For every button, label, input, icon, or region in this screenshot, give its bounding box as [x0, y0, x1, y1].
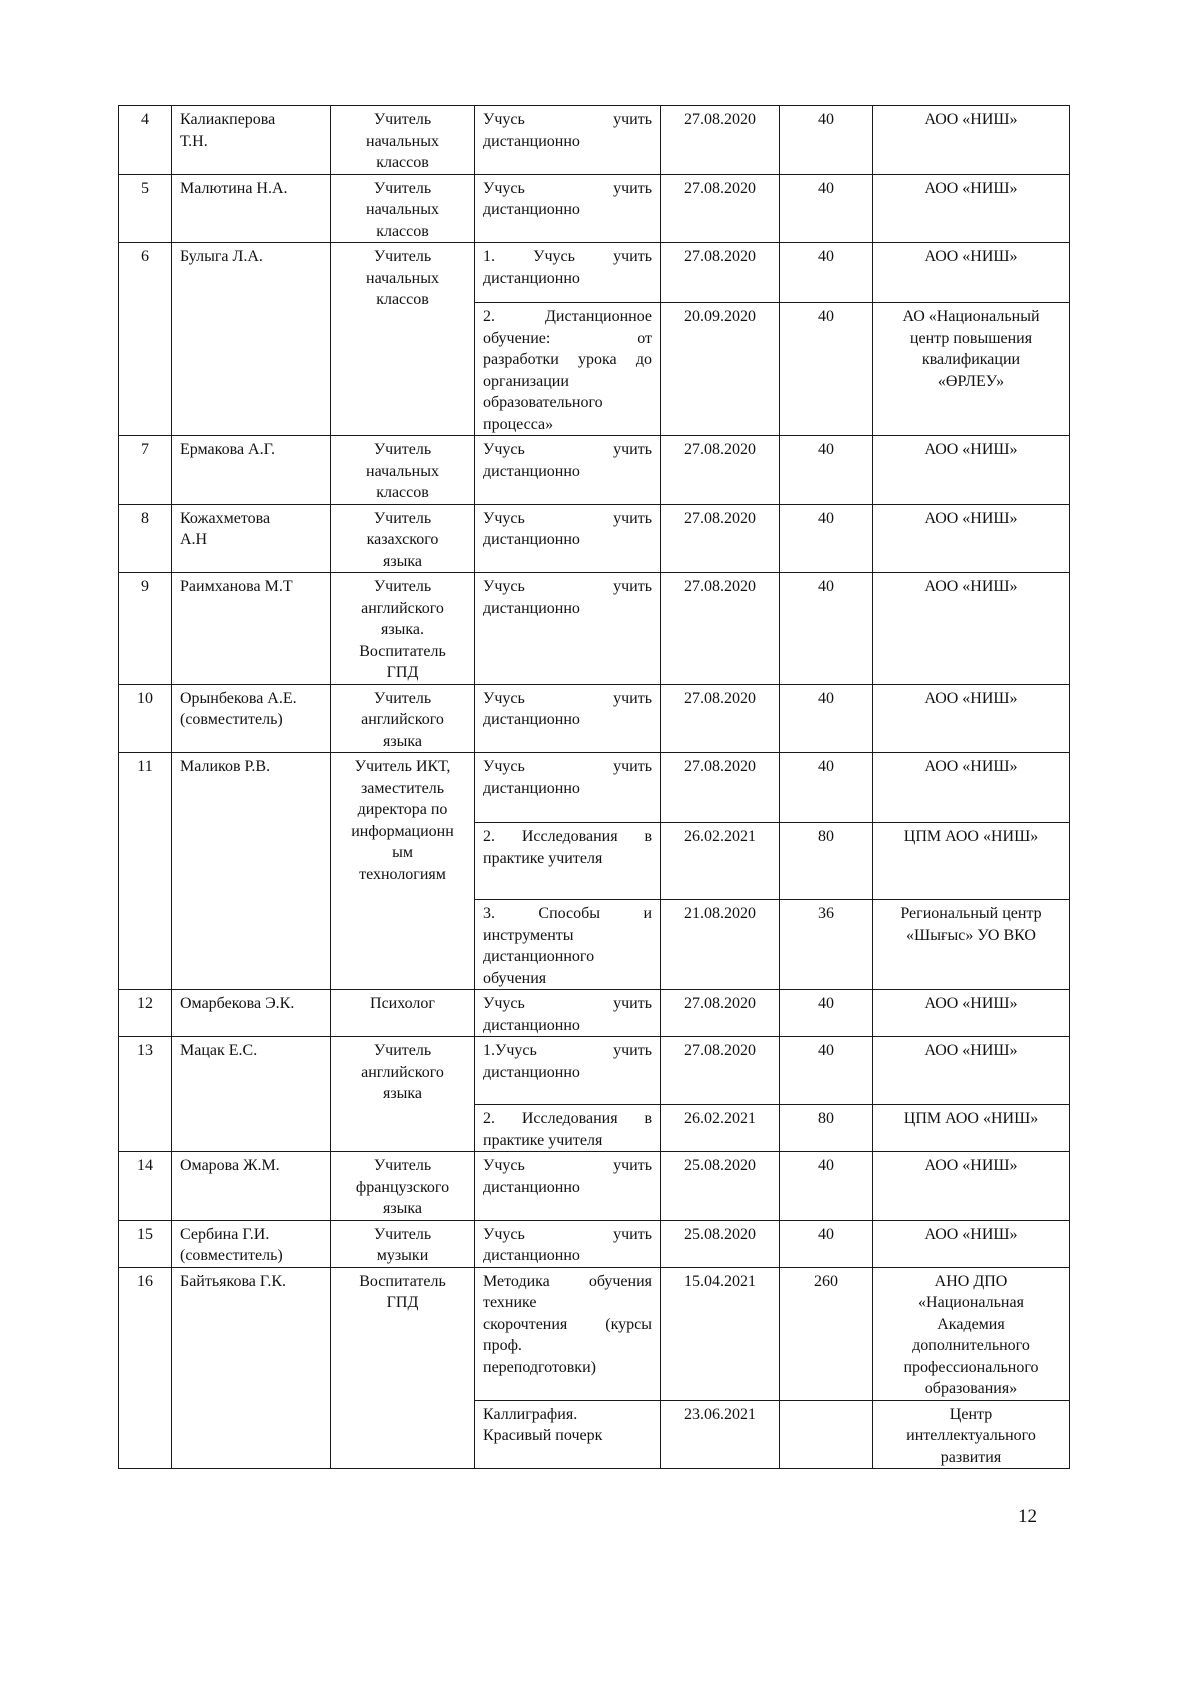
- teacher-position: Психолог: [331, 990, 475, 1037]
- course-hours: 40: [780, 1037, 873, 1105]
- table-row: [119, 1267, 1070, 1400]
- course-title: Учусь учить дистанционно: [475, 753, 661, 823]
- row-number: 15: [119, 1220, 172, 1267]
- page-number: 12: [1018, 1506, 1037, 1527]
- course-title: Учусь учить дистанционно: [475, 436, 661, 505]
- course-title: Учусь учить дистанционно: [475, 1152, 661, 1221]
- course-hours: 40: [780, 753, 873, 823]
- table-row: [119, 436, 1070, 505]
- teacher-name: Сербина Г.И. (совместитель): [172, 1220, 331, 1267]
- course-title: Каллиграфия. Красивый почерк: [475, 1400, 661, 1469]
- table-row: [119, 106, 1070, 175]
- row-number: 7: [119, 436, 172, 505]
- course-organization: АОО «НИШ»: [873, 684, 1070, 753]
- row-number: 13: [119, 1037, 172, 1152]
- course-date: 27.08.2020: [661, 573, 780, 685]
- course-date: 27.08.2020: [661, 990, 780, 1037]
- course-date: 27.08.2020: [661, 1037, 780, 1105]
- teacher-name: Раимханова М.Т: [172, 573, 331, 685]
- course-organization: АОО «НИШ»: [873, 174, 1070, 243]
- course-date: 27.08.2020: [661, 684, 780, 753]
- teacher-name: Калиакперова Т.Н.: [172, 106, 331, 175]
- course-organization: АОО «НИШ»: [873, 106, 1070, 175]
- row-number: 5: [119, 174, 172, 243]
- table-row: [119, 990, 1070, 1037]
- course-organization: Центр интеллектуального развития: [873, 1400, 1070, 1469]
- course-date: 27.08.2020: [661, 106, 780, 175]
- teacher-name: Омарбекова Э.К.: [172, 990, 331, 1037]
- course-organization: АОО «НИШ»: [873, 1220, 1070, 1267]
- course-title: Учусь учить дистанционно: [475, 1220, 661, 1267]
- course-hours: 40: [780, 106, 873, 175]
- table-row: [119, 243, 1070, 303]
- teacher-position: Учитель начальных классов: [331, 243, 475, 436]
- teacher-position: Учитель казахского языка: [331, 504, 475, 573]
- course-title: Учусь учить дистанционно: [475, 174, 661, 243]
- course-organization: АОО «НИШ»: [873, 243, 1070, 303]
- course-hours: 40: [780, 990, 873, 1037]
- teacher-position: Учитель ИКТ, заместитель директора по информационн ым технологиям: [331, 753, 475, 990]
- teacher-name: Мацак Е.С.: [172, 1037, 331, 1152]
- course-organization: АОО «НИШ»: [873, 1037, 1070, 1105]
- course-date: 25.08.2020: [661, 1152, 780, 1221]
- course-title: 3. Способы и инструменты дистанционного обучения: [475, 900, 661, 990]
- course-organization: АНО ДПО «Национальная Академия дополнительного профессионального образования»: [873, 1267, 1070, 1400]
- teacher-position: Воспитатель ГПД: [331, 1267, 475, 1469]
- course-organization: АОО «НИШ»: [873, 504, 1070, 573]
- course-hours: 40: [780, 303, 873, 436]
- course-hours: 40: [780, 436, 873, 505]
- course-date: 26.02.2021: [661, 823, 780, 900]
- course-organization: ЦПМ АОО «НИШ»: [873, 823, 1070, 900]
- course-title: Методика обучения технике скорочтения (курсы проф. переподготовки): [475, 1267, 661, 1400]
- row-number: 4: [119, 106, 172, 175]
- row-number: 16: [119, 1267, 172, 1469]
- course-date: 20.09.2020: [661, 303, 780, 436]
- course-organization: АОО «НИШ»: [873, 436, 1070, 505]
- row-number: 12: [119, 990, 172, 1037]
- course-date: 27.08.2020: [661, 753, 780, 823]
- course-title: 2. Дистанционное обучение: от разработки урока до организации образовательного процесса»: [475, 303, 661, 436]
- teacher-position: Учитель начальных классов: [331, 174, 475, 243]
- table-row: [119, 573, 1070, 685]
- row-number: 14: [119, 1152, 172, 1221]
- course-organization: Региональный центр «Шығыс» УО ВКО: [873, 900, 1070, 990]
- course-hours: 40: [780, 174, 873, 243]
- course-title: 2. Исследования в практике учителя: [475, 823, 661, 900]
- teacher-name: Малютина Н.А.: [172, 174, 331, 243]
- teacher-position: Учитель начальных классов: [331, 436, 475, 505]
- table-row: [119, 174, 1070, 243]
- course-hours: [780, 1400, 873, 1469]
- course-date: 21.08.2020: [661, 900, 780, 990]
- table-row: [119, 1037, 1070, 1105]
- teacher-name: Булыга Л.А.: [172, 243, 331, 436]
- course-title: Учусь учить дистанционно: [475, 573, 661, 685]
- course-hours: 36: [780, 900, 873, 990]
- teacher-position: Учитель английского языка: [331, 1037, 475, 1152]
- course-hours: 40: [780, 684, 873, 753]
- course-title: Учусь учить дистанционно: [475, 684, 661, 753]
- teacher-name: Кожахметова А.Н: [172, 504, 331, 573]
- course-hours: 80: [780, 1105, 873, 1152]
- course-hours: 40: [780, 573, 873, 685]
- row-number: 8: [119, 504, 172, 573]
- course-hours: 40: [780, 243, 873, 303]
- table-row: [119, 1220, 1070, 1267]
- row-number: 10: [119, 684, 172, 753]
- course-title: Учусь учить дистанционно: [475, 504, 661, 573]
- course-organization: АО «Национальный центр повышения квалификации «ӨРЛЕУ»: [873, 303, 1070, 436]
- table-row: [119, 1152, 1070, 1221]
- course-organization: АОО «НИШ»: [873, 573, 1070, 685]
- course-title: 1. Учусь учить дистанционно: [475, 243, 661, 303]
- row-number: 6: [119, 243, 172, 436]
- course-date: 27.08.2020: [661, 436, 780, 505]
- course-title: 2. Исследования в практике учителя: [475, 1105, 661, 1152]
- row-number: 11: [119, 753, 172, 990]
- teacher-position: Учитель английского языка: [331, 684, 475, 753]
- course-date: 25.08.2020: [661, 1220, 780, 1267]
- course-date: 27.08.2020: [661, 504, 780, 573]
- course-hours: 40: [780, 1152, 873, 1221]
- course-date: 23.06.2021: [661, 1400, 780, 1469]
- teacher-name: Орынбекова А.Е. (совместитель): [172, 684, 331, 753]
- teacher-position: Учитель музыки: [331, 1220, 475, 1267]
- teacher-position: Учитель французского языка: [331, 1152, 475, 1221]
- teacher-name: Байтьякова Г.К.: [172, 1267, 331, 1469]
- course-title: Учусь учить дистанционно: [475, 990, 661, 1037]
- course-organization: АОО «НИШ»: [873, 990, 1070, 1037]
- course-organization: ЦПМ АОО «НИШ»: [873, 1105, 1070, 1152]
- course-date: 27.08.2020: [661, 243, 780, 303]
- teacher-position: Учитель английского языка. Воспитатель ГПД: [331, 573, 475, 685]
- course-organization: АОО «НИШ»: [873, 1152, 1070, 1221]
- course-title: Учусь учить дистанционно: [475, 106, 661, 175]
- course-date: 26.02.2021: [661, 1105, 780, 1152]
- teacher-name: Омарова Ж.М.: [172, 1152, 331, 1221]
- row-number: 9: [119, 573, 172, 685]
- course-hours: 260: [780, 1267, 873, 1400]
- teacher-name: Маликов Р.В.: [172, 753, 331, 990]
- course-hours: 40: [780, 1220, 873, 1267]
- teacher-name: Ермакова А.Г.: [172, 436, 331, 505]
- table-row: [119, 753, 1070, 823]
- course-title: 1.Учусь учить дистанционно: [475, 1037, 661, 1105]
- course-hours: 80: [780, 823, 873, 900]
- course-hours: 40: [780, 504, 873, 573]
- table-row: [119, 504, 1070, 573]
- staff-training-table: [118, 105, 1070, 1469]
- table-row: [119, 684, 1070, 753]
- course-organization: АОО «НИШ»: [873, 753, 1070, 823]
- course-date: 15.04.2021: [661, 1267, 780, 1400]
- teacher-position: Учитель начальных классов: [331, 106, 475, 175]
- course-date: 27.08.2020: [661, 174, 780, 243]
